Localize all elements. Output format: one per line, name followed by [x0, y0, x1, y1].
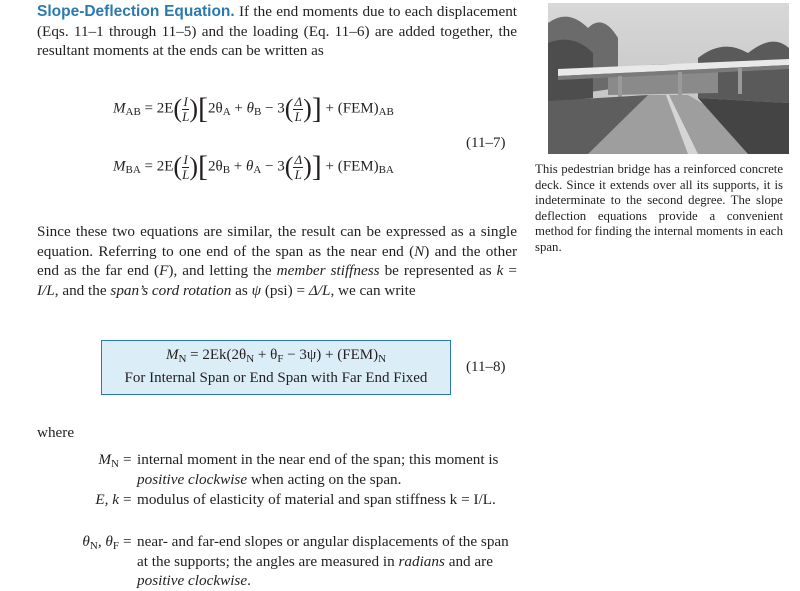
eq2-paren2-close: ) [303, 152, 312, 181]
eq1-lhs-sub: AB [125, 106, 141, 119]
eq2-t1: 2θ [208, 158, 223, 175]
p2-e: = [503, 262, 517, 279]
eq2-fem-sub: BA [378, 164, 394, 177]
def0-text-i: positive clockwise [137, 470, 248, 488]
def0-text-b: when acting on the span. [247, 470, 402, 488]
bridge-photo-graphic [548, 3, 789, 154]
eq2-t2-sub: A [253, 164, 262, 177]
eq1-bracket-close: ] [311, 92, 322, 125]
def2-text-i2: positive clockwise [137, 572, 248, 589]
boxed-m-sub: N [178, 353, 187, 365]
p2-n: N [414, 242, 425, 260]
eq1-delta-frac [293, 95, 303, 124]
eq1-delta-num: Δ [294, 93, 303, 109]
eq1-t1: 2θ [208, 100, 223, 117]
eq2-plus: + [233, 158, 243, 175]
p2-cord-rotation: span’s cord rotation [110, 281, 232, 299]
def-ek-equals: = [123, 491, 132, 508]
p2-g: , and the [54, 281, 111, 299]
p2-dl: Δ/L [308, 281, 331, 299]
eq1-minus: − [265, 100, 274, 117]
p2-a: Since these two equations are similar, the result can be expressed as a single equation. Referring to one end of the span as the near end ( [37, 223, 517, 260]
p2-m: , we can write [330, 281, 416, 299]
p2-h: as [231, 281, 252, 299]
eq1-delta-den: L [294, 108, 302, 124]
p2-j: (psi) = [261, 281, 309, 299]
def-mn-equals: = [123, 451, 132, 468]
eq2-delta-frac [293, 153, 303, 182]
p2-psi: ψ [251, 281, 262, 299]
eq2-coef: 2E [156, 158, 174, 175]
def-theta-equals: = [123, 533, 132, 550]
def2-term-sub: N [89, 540, 98, 552]
boxed-sub4: N [378, 353, 387, 365]
def1-term: E, k [95, 491, 119, 508]
section-heading: Slope-Deflection Equation. [37, 3, 235, 20]
def-mn-term [37, 450, 119, 472]
equation-mba [113, 152, 394, 182]
boxed-line2: For Internal Span or End Span with Far End Fixed [124, 370, 428, 386]
where-label: where [37, 424, 75, 441]
definition-mn [37, 450, 517, 490]
eq2-equals: = [144, 158, 153, 175]
eq1-equals: = [144, 100, 153, 117]
boxed-sub3: F [277, 353, 284, 365]
boxed-rest-b: + θ [254, 347, 278, 363]
p2-il: I/L [37, 281, 55, 299]
eq1-t2: θ [246, 100, 254, 117]
def2-text-c: . [247, 572, 251, 589]
def0-text-a: internal moment in the near end of the span; this moment is [137, 451, 499, 468]
eq1-t2-sub: B [253, 106, 262, 119]
eq1-fem: (FEM) [337, 100, 379, 117]
eq1-paren-open: ( [173, 94, 183, 123]
def2-term2: , θ [97, 533, 113, 550]
equation-mab [113, 94, 394, 124]
eq2-frac-num: I [183, 151, 188, 167]
boxed-rest-c: − 3ψ) + (FEM) [283, 347, 379, 363]
boxed-equation [101, 340, 451, 395]
eq2-bracket-close: ] [311, 150, 322, 183]
eq2-t2: θ [246, 158, 254, 175]
eq2-paren2-open: ( [284, 152, 294, 181]
eq1-frac-num: I [183, 93, 188, 109]
eq1-paren2-close: ) [303, 94, 312, 123]
bridge-photo [548, 3, 789, 154]
boxed-line1 [102, 347, 450, 364]
paragraph-near-far [37, 222, 517, 300]
equation-number-11-7: (11–7) [466, 135, 506, 151]
intro-paragraph [37, 2, 517, 61]
eq2-plus2: + [325, 158, 334, 175]
p2-d: be represented as [379, 262, 497, 279]
eq1-plus: + [234, 100, 243, 117]
eq1-coef: 2E [156, 100, 174, 117]
definition-ek [37, 490, 517, 530]
eq1-frac-den: L [182, 108, 190, 124]
eq1-fem-sub: AB [378, 106, 394, 119]
eq2-t1-sub: B [222, 164, 231, 177]
definition-theta [37, 532, 517, 589]
def-mn-text [137, 450, 517, 489]
eq1-bracket-open: [ [198, 92, 208, 125]
boxed-m: M [165, 347, 179, 363]
equation-number-11-8: (11–8) [466, 359, 506, 375]
def0-term: M [98, 451, 112, 468]
eq1-lhs: M [113, 100, 126, 117]
eq2-lhs-sub: BA [125, 164, 141, 177]
eq2-paren-close: ) [189, 152, 198, 181]
eq1-three: 3 [277, 100, 285, 117]
def-theta-term [37, 532, 119, 554]
def2-text-a: near- and far-end slopes or angular displacements of the span at the supports; the angles are measured in [137, 533, 509, 570]
eq2-delta-num: Δ [294, 151, 303, 167]
eq1-paren2-open: ( [284, 94, 294, 123]
def2-term: θ [82, 533, 90, 550]
eq2-frac-den: L [182, 166, 190, 182]
def2-term2-sub: F [112, 540, 119, 552]
def2-text-i: radians [398, 552, 445, 570]
def2-text-b: and are [444, 552, 493, 570]
p2-b: ) and the other end as the far end ( [37, 242, 517, 279]
photo-caption: This pedestrian bridge has a reinforced concrete deck. Since it extends over all its supports, it is indeterminate to the second degree. The slope deflection equations provide a convenient method for finding the internal moments in each span. [535, 162, 783, 254]
def-ek-text: modulus of elasticity of material and span stiffness k = I/L. [137, 491, 496, 508]
intro-text: If the end moments due to each displacement (Eqs. 11–1 through 11–5) and the loading (Eq. 11–6) are added together, the resultant moments at the ends can be written as [37, 3, 518, 59]
boxed-sub2: N [246, 353, 255, 365]
eq2-minus: − [265, 158, 274, 175]
p2-k: k [496, 262, 504, 279]
p2-member-stiffness: member stiffness [276, 262, 380, 279]
def0-term-sub: N [111, 458, 119, 470]
eq2-fem: (FEM) [337, 158, 379, 175]
eq1-plus2: + [325, 100, 334, 117]
eq1-paren-close: ) [189, 94, 198, 123]
p2-f: F [159, 262, 169, 279]
boxed-rest-a: = 2Ek(2θ [186, 347, 247, 363]
eq2-three: 3 [277, 158, 285, 175]
eq1-t1-sub: A [222, 106, 231, 119]
eq2-paren-open: ( [173, 152, 183, 181]
def-ek-term [37, 490, 119, 510]
eq2-delta-den: L [294, 166, 302, 182]
p2-c: ), and letting the [168, 262, 277, 279]
eq2-lhs: M [113, 158, 126, 175]
eq2-bracket-open: [ [198, 150, 208, 183]
